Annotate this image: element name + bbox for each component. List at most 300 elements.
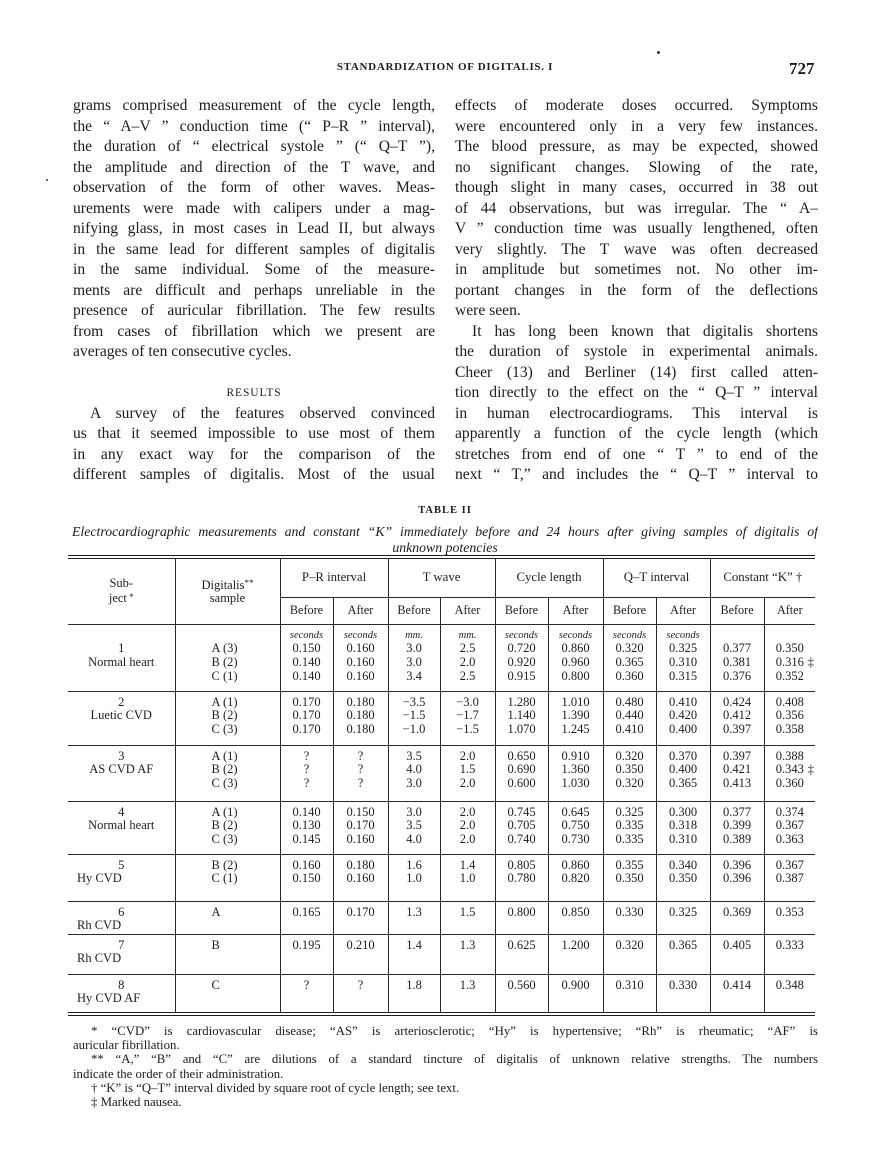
cell: 0.365: [668, 937, 698, 952]
cell: 4.0: [406, 831, 422, 846]
print-speck: [657, 51, 660, 54]
cell: 0.399: [722, 818, 752, 833]
qt-after-cell: [656, 974, 710, 1014]
cell: 1.4: [459, 857, 476, 872]
text-line: Cheer (13) and Berliner (14) first called atten-: [455, 363, 818, 381]
k-before-cell: [710, 974, 764, 1014]
text-line: stretches from end of one “ T ” to end of the: [455, 445, 818, 463]
cell: 0.405: [722, 937, 752, 952]
cell: 0.720: [507, 641, 536, 656]
cell: 3.4: [406, 668, 422, 683]
cell: 2.5: [459, 668, 476, 683]
text-line: next “ T,” and includes the “ Q–T ” interval to: [455, 466, 818, 483]
subject-number: 7: [118, 937, 125, 952]
cell: −1.5: [456, 721, 479, 736]
cell: 0.860: [561, 641, 590, 656]
cycle-after-cell: [548, 745, 603, 801]
cell: 0.440: [615, 708, 644, 723]
running-header-title: STANDARDIZATION OF DIGITALIS. I: [336, 61, 554, 73]
cell: 0.410: [668, 694, 698, 709]
cycle-after-cell: [548, 691, 603, 745]
t-after-cell: [440, 974, 495, 1014]
qt-before-cell: [603, 624, 656, 691]
pr-before-cell: [280, 901, 333, 934]
cell: 0.377: [722, 804, 752, 819]
cell: 0.170: [292, 708, 321, 723]
text-line: the amplitude and direction of the T wave, and: [73, 158, 435, 176]
footnote-marker: †: [91, 1080, 98, 1095]
cell: A (1): [211, 748, 238, 763]
cell: B (2): [211, 654, 238, 669]
cell: C (3): [211, 721, 238, 736]
qt-before-cell: [603, 934, 656, 974]
header-before: Before: [388, 597, 440, 624]
cell: 0.369: [722, 904, 752, 919]
cell: C (1): [211, 668, 238, 683]
cell: 0.800: [561, 668, 590, 683]
cycle-before-cell: [495, 624, 548, 691]
k-after-cell: [764, 854, 815, 901]
cell: 1.6: [406, 857, 422, 872]
table-group-5: [68, 854, 815, 901]
cell: 0.310: [615, 977, 644, 992]
footnote-marker-nausea: ‡: [807, 762, 815, 777]
cell: 0.355: [615, 857, 644, 872]
header-text: sample: [209, 591, 246, 606]
cycle-before-cell: [495, 854, 548, 901]
print-speck: [46, 179, 48, 181]
cell: 1.3: [406, 904, 422, 919]
cell: 0.820: [561, 871, 590, 886]
cell: 0.180: [346, 721, 375, 736]
cell: 0.414: [722, 977, 752, 992]
cell: 0.360: [775, 775, 804, 790]
cell: 1.070: [507, 721, 536, 736]
cell: 0.325: [668, 641, 698, 656]
cell: 1.0: [406, 871, 422, 886]
footnote-text: “K” is “Q–T” interval divided by square root of cycle length; see text.: [100, 1080, 460, 1095]
cell: 0.180: [346, 694, 375, 709]
cell: 0.170: [346, 818, 375, 833]
pr-after-cell: [333, 934, 388, 974]
cell: 0.350: [615, 871, 644, 886]
header-cycle-length: Cycle length: [495, 557, 603, 597]
cycle-before-cell: [495, 974, 548, 1014]
header-text: ject: [108, 590, 127, 605]
table-group-4: [68, 801, 815, 854]
footnote-text: Marked nausea.: [100, 1094, 182, 1109]
cell: 0.130: [292, 818, 321, 833]
qt-before-cell: [603, 801, 656, 854]
cell: 1.280: [507, 694, 536, 709]
subject-label: Rh CVD: [77, 951, 122, 966]
cycle-before-cell: [495, 934, 548, 974]
cell: 0.170: [292, 694, 321, 709]
t-before-cell: [388, 691, 440, 745]
cell: 0.140: [292, 668, 321, 683]
subject-cell: [68, 974, 175, 1014]
cell: B (2): [211, 762, 238, 777]
cell: A (3): [211, 641, 238, 656]
cell: 0.140: [292, 804, 321, 819]
subject-number: 4: [118, 804, 125, 819]
cell: −3.0: [456, 694, 479, 709]
cell: 2.5: [459, 641, 476, 656]
k-before-cell: [710, 901, 764, 934]
cell: 1.140: [507, 708, 536, 723]
text-line: very slightly. The T wave was often decreased: [455, 240, 818, 258]
table-group-2: [68, 691, 815, 745]
cell: 0.367: [775, 818, 804, 833]
cell: 0.381: [722, 654, 752, 669]
pr-after-cell: [333, 691, 388, 745]
cell: ?: [357, 748, 364, 763]
cell: ?: [357, 775, 364, 790]
pr-before-cell: [280, 691, 333, 745]
cycle-before-cell: [495, 901, 548, 934]
text-line: though slight in many cases, occurred in 38 out: [455, 179, 818, 196]
t-before-cell: [388, 854, 440, 901]
header-digitalis-sample: [175, 557, 280, 624]
cell: 0.358: [775, 721, 804, 736]
footnote-marker: **: [244, 577, 254, 588]
cell: 0.350: [668, 871, 698, 886]
text-line: in any exact way for the comparison of the: [73, 445, 435, 463]
cell: 1.010: [561, 694, 590, 709]
cell: 0.377: [722, 641, 752, 656]
cell: 0.705: [507, 818, 536, 833]
subject-label: Luetic CVD: [90, 708, 152, 723]
subject-cell: [68, 801, 175, 854]
cycle-after-cell: [548, 974, 603, 1014]
text-line: presence of auricular fibrillation. The few results: [73, 302, 435, 319]
subject-label: AS CVD AF: [89, 762, 154, 777]
cell: 0.170: [346, 904, 375, 919]
pr-after-cell: [333, 974, 388, 1014]
cell: 0.333: [775, 937, 804, 952]
cell: 0.320: [615, 775, 644, 790]
cell: ?: [357, 977, 364, 992]
cell: 0.150: [292, 641, 321, 656]
caption-line: Electrocardiographic measurements and constant “K” immediately before and 24 hours after giving samples of digitalis of: [72, 524, 818, 539]
cell: 0.376: [722, 668, 752, 683]
text-line: no significant changes. Slowing of the rate,: [455, 158, 818, 176]
cell: 0.320: [615, 641, 644, 656]
pr-before-cell: [280, 745, 333, 801]
unit-label: [711, 629, 764, 643]
unit-label: seconds: [666, 629, 700, 641]
qt-after-cell: [656, 745, 710, 801]
cell: 0.750: [561, 818, 590, 833]
cell: C (3): [211, 831, 238, 846]
text-line: us that it seemed impossible to use most of them: [73, 425, 435, 442]
text-line: of 44 observations, but was irregular. The “ A–: [455, 199, 818, 217]
header-before: Before: [280, 597, 333, 624]
t-after-cell: [440, 901, 495, 934]
cell: 0.325: [668, 904, 698, 919]
t-after-cell: [440, 691, 495, 745]
cell: 0.300: [668, 804, 698, 819]
footnote-marker: *: [129, 591, 134, 602]
subject-label: Normal heart: [88, 818, 155, 833]
text-line: effects of moderate doses occurred. Symptoms: [455, 97, 818, 114]
sample-cell: [175, 934, 280, 974]
cell: 2.0: [459, 654, 476, 669]
cell: −3.5: [402, 694, 426, 709]
sample-cell: [175, 691, 280, 745]
caption-line: unknown potencies: [392, 540, 498, 555]
cell: 1.245: [561, 721, 590, 736]
cell: 0.745: [507, 804, 536, 819]
cell: 1.5: [459, 762, 476, 777]
header-row-groups: [68, 557, 815, 597]
footnote-abbreviations: [73, 1024, 818, 1038]
text-line: the “ A–V ” conduction time (“ P–R ” interval),: [73, 117, 435, 135]
text-line: averages of ten consecutive cycles.: [73, 343, 292, 360]
text-line: nifying glass, in most cases in Lead II, but always: [73, 220, 435, 237]
cell: 0.140: [292, 654, 321, 669]
qt-before-cell: [603, 854, 656, 901]
left-text-column: [73, 96, 435, 486]
cell: 0.420: [668, 708, 698, 723]
table-group-1: [68, 624, 815, 691]
cell: A (1): [211, 694, 238, 709]
page-number: 727: [789, 59, 815, 78]
cell: 1.390: [561, 708, 590, 723]
cell: 0.730: [561, 831, 590, 846]
cell: 0.370: [668, 748, 698, 763]
t-after-cell: [440, 854, 495, 901]
header-text: Digitalis: [201, 577, 245, 592]
cell: ?: [357, 762, 364, 777]
subject-cell: [68, 745, 175, 801]
subject-number: 8: [118, 977, 125, 992]
subject-cell: [68, 691, 175, 745]
footnote-text: “CVD” is cardiovascular disease; “AS” is arteriosclerotic; “Hy” is hypertensive; “Rh” is rheumatic; “AF” is: [111, 1024, 818, 1038]
cell: 0.340: [668, 857, 698, 872]
t-after-cell: [440, 624, 495, 691]
k-after-cell: [764, 934, 815, 974]
subject-cell: [68, 854, 175, 901]
pr-before-cell: [280, 854, 333, 901]
cell: 0.920: [507, 654, 536, 669]
cycle-before-cell: [495, 745, 548, 801]
cell: 0.400: [668, 762, 698, 777]
qt-after-cell: [656, 934, 710, 974]
cell: 0.335: [615, 818, 644, 833]
cell: ?: [303, 977, 310, 992]
cell: 0.690: [507, 762, 536, 777]
cell: 0.800: [507, 904, 536, 919]
unit-label: seconds: [558, 629, 593, 641]
cell: 0.365: [615, 654, 644, 669]
table-group-3: [68, 745, 815, 801]
cell: 2.0: [459, 831, 476, 846]
qt-before-cell: [603, 691, 656, 745]
measurements-table: [68, 555, 815, 1016]
pr-before-cell: [280, 801, 333, 854]
qt-after-cell: [656, 854, 710, 901]
t-before-cell: [388, 901, 440, 934]
cell: 1.5: [459, 904, 476, 919]
cell: 1.0: [459, 871, 476, 886]
qt-after-cell: [656, 624, 710, 691]
header-qt-interval: Q–T interval: [603, 557, 710, 597]
cell: 0.915: [507, 668, 536, 683]
sample-cell: [175, 854, 280, 901]
text-line: A survey of the features observed convinced: [90, 404, 435, 422]
cell: 0.397: [722, 748, 752, 763]
cell: 1.4: [406, 937, 422, 952]
footnote-text: “A,” “B” and “C” are dilutions of a standard tincture of digitalis of unknown relative strengths. The numbers: [115, 1052, 818, 1067]
cell: 0.320: [615, 748, 644, 763]
cell: 0.374: [775, 804, 804, 819]
cell: 0.180: [346, 708, 375, 723]
cell: ?: [303, 762, 310, 777]
cell: 2.0: [459, 775, 476, 790]
cell: 0.780: [507, 871, 536, 886]
cell: 3.0: [406, 775, 422, 790]
subject-number: 1: [118, 641, 125, 656]
header-text: Sub-: [109, 576, 134, 591]
cycle-after-cell: [548, 624, 603, 691]
cell: 1.360: [561, 762, 590, 777]
text-line: were seen.: [455, 302, 521, 319]
cell: 0.396: [722, 871, 752, 886]
pr-after-cell: [333, 624, 388, 691]
qt-after-cell: [656, 691, 710, 745]
cell: 0.150: [346, 804, 375, 819]
text-line: observation of the form of other waves. Meas-: [73, 179, 435, 196]
cell: 0.352: [775, 668, 804, 683]
qt-after-cell: [656, 801, 710, 854]
header-after: After: [440, 597, 495, 624]
k-after-cell: [764, 745, 815, 801]
right-text-column: [455, 96, 818, 486]
cell: 0.408: [775, 694, 804, 709]
cell: 0.560: [507, 977, 536, 992]
cell: 2.0: [459, 804, 476, 819]
cycle-after-cell: [548, 854, 603, 901]
table-group-8: [68, 974, 815, 1014]
cell: 2.0: [459, 818, 476, 833]
k-before-cell: [710, 745, 764, 801]
text-line: tion directly to the effect on the “ Q–T ” interval: [455, 384, 818, 401]
k-before-cell: [710, 801, 764, 854]
cycle-before-cell: [495, 801, 548, 854]
t-after-cell: [440, 745, 495, 801]
cell: 0.180: [346, 857, 375, 872]
text-line: in human electrocardiograms. This interval is: [455, 404, 818, 422]
cell: 0.397: [722, 721, 752, 736]
text-line: in amplitude but sometimes not. No other im-: [455, 261, 818, 278]
cell: 0.860: [561, 857, 590, 872]
t-before-cell: [388, 624, 440, 691]
cell: B (2): [211, 818, 238, 833]
cell: 0.480: [615, 694, 644, 709]
cell: 3.0: [406, 654, 422, 669]
cell: 1.3: [459, 977, 476, 992]
pr-after-cell: [333, 801, 388, 854]
cell: B (2): [211, 708, 238, 723]
footnote-dilutions: [73, 1052, 818, 1066]
k-after-cell: [764, 801, 815, 854]
cell: A (1): [211, 804, 238, 819]
cell: 0.388: [775, 748, 804, 763]
cell: 3.0: [406, 641, 422, 656]
cell: 0.160: [346, 654, 375, 669]
table-group-7: [68, 934, 815, 974]
cell: 0.210: [346, 937, 375, 952]
footnote-marker: ‡: [91, 1094, 98, 1109]
cell: 0.195: [292, 937, 321, 952]
cell: A: [211, 904, 221, 919]
cycle-after-cell: [548, 934, 603, 974]
unit-label: seconds: [504, 629, 539, 641]
cell: 0.310: [668, 654, 698, 669]
cell: 0.160: [292, 857, 321, 872]
sample-cell: [175, 745, 280, 801]
k-after-cell: [764, 624, 815, 691]
cell: 0.330: [668, 977, 698, 992]
sample-cell: [175, 974, 280, 1014]
k-after-cell: [764, 691, 815, 745]
section-heading-results: RESULTS: [226, 387, 282, 399]
unit-label: mm.: [405, 629, 423, 641]
t-before-cell: [388, 934, 440, 974]
text-line: the duration of systole in experimental animals.: [455, 343, 818, 360]
cycle-after-cell: [548, 901, 603, 934]
unit-label: seconds: [612, 629, 647, 641]
unit-label: [765, 629, 816, 643]
header-subject: [68, 557, 175, 624]
cell: 3.5: [406, 818, 422, 833]
pr-before-cell: [280, 974, 333, 1014]
cell: 0.805: [507, 857, 536, 872]
cell: 0.360: [615, 668, 644, 683]
cell: 0.335: [615, 831, 644, 846]
cell: 0.396: [722, 857, 752, 872]
subject-number: 2: [118, 694, 125, 709]
t-before-cell: [388, 801, 440, 854]
cycle-after-cell: [548, 801, 603, 854]
k-before-cell: [710, 691, 764, 745]
pr-after-cell: [333, 854, 388, 901]
cell: 0.910: [561, 748, 590, 763]
cell: 1.200: [561, 937, 590, 952]
subject-cell: [68, 934, 175, 974]
text-line: were encountered only in a very few instances.: [455, 117, 818, 135]
table-label: TABLE II: [418, 505, 472, 516]
cell: 0.412: [722, 708, 752, 723]
cell: 0.850: [561, 904, 590, 919]
cell: 3.0: [406, 804, 422, 819]
pr-before-cell: [280, 934, 333, 974]
subject-number: 6: [118, 904, 125, 919]
text-line: It has long been known that digitalis shortens: [472, 322, 818, 340]
t-after-cell: [440, 934, 495, 974]
cell: 4.0: [406, 762, 422, 777]
qt-before-cell: [603, 974, 656, 1014]
cell: 0.387: [775, 871, 804, 886]
header-t-wave: T wave: [388, 557, 495, 597]
cell: 0.343: [775, 762, 804, 777]
pr-before-cell: [280, 624, 333, 691]
subject-cell: [68, 901, 175, 934]
header-after: After: [656, 597, 710, 624]
text-line: V ” conduction time was usually lengthened, often: [455, 220, 818, 237]
footnote-marker: **: [91, 1052, 104, 1067]
